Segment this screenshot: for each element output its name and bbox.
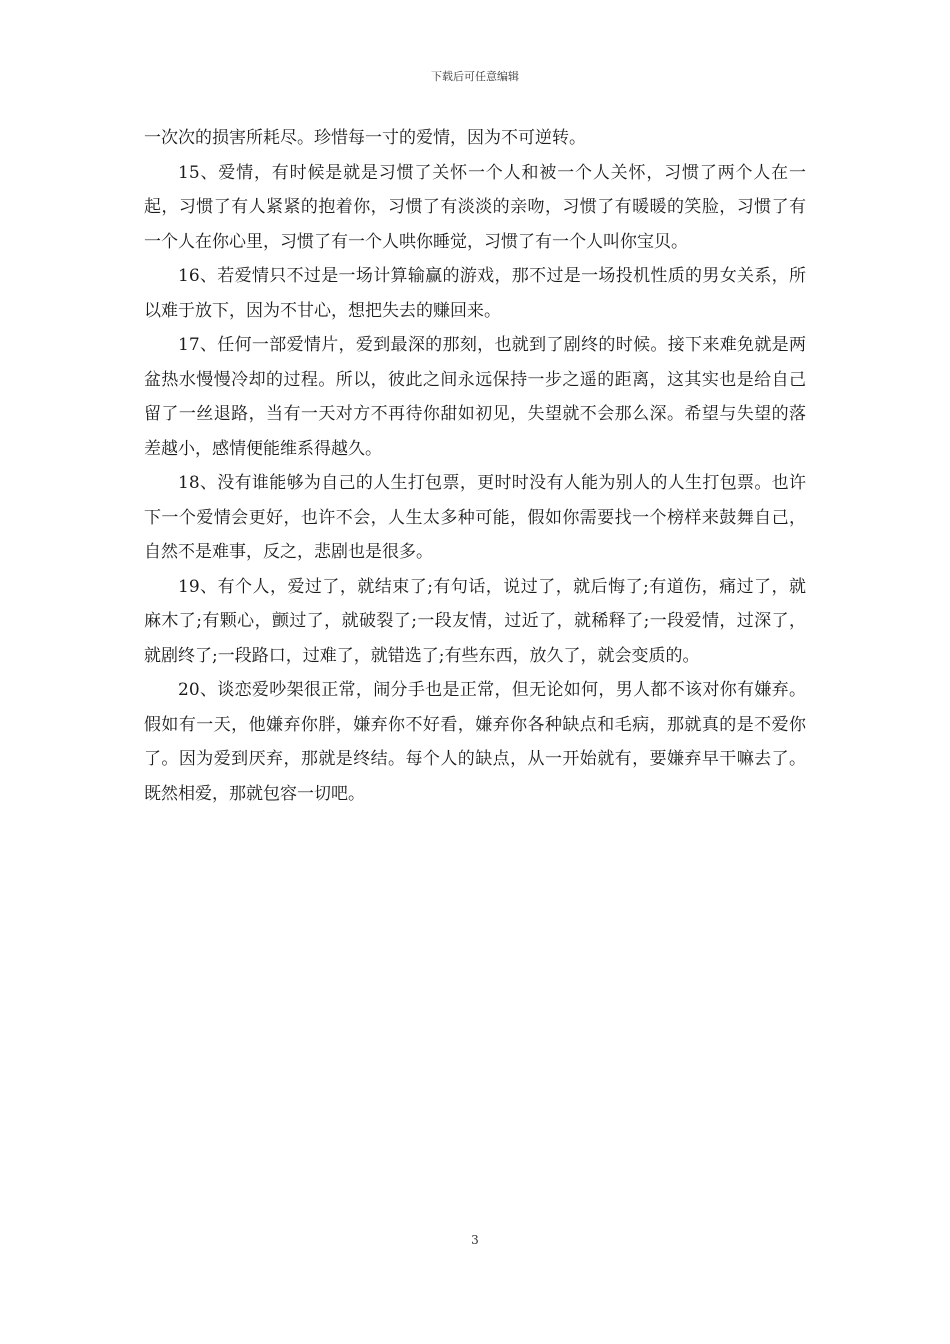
paragraph-16: 16、若爱情只不过是一场计算输赢的游戏，那不过是一场投机性质的男女关系，所以难于放下，因为不甘心，想把失去的赚回来。 <box>144 266 806 321</box>
page-header: 下载后可任意编辑 <box>431 70 519 83</box>
paragraph-18: 18、没有谁能够为自己的人生打包票，更时时没有人能为别人的人生打包票。也许下一个爱情会更好，也许不会，人生太多种可能，假如你需要找一个榜样来鼓舞自己，自然不是难事，反之，悲剧也是很多。 <box>144 473 806 562</box>
paragraph-17: 17、任何一部爱情片，爱到最深的那刻，也就到了剧终的时候。接下来难免就是两盆热水慢慢冷却的过程。所以，彼此之间永远保持一步之遥的距离，这其实也是给自己留了一丝退路，当有一天对方不再待你甜如初见，失望就不会那么深。希望与失望的落差越小，感情便能维系得越久。 <box>144 335 806 459</box>
page-number: 3 <box>471 1233 479 1247</box>
paragraph-20: 20、谈恋爱吵架很正常，闹分手也是正常，但无论如何，男人都不该对你有嫌弃。假如有一天，他嫌弃你胖，嫌弃你不好看，嫌弃你各种缺点和毛病，那就真的是不爱你了。因为爱到厌弃，那就是终结。每个人的缺点，从一开始就有，要嫌弃早干嘛去了。既然相爱，那就包容一切吧。 <box>144 680 806 804</box>
document-body <box>144 121 806 811</box>
paragraph-19: 19、有个人，爱过了，就结束了;有句话，说过了，就后悔了;有道伤，痛过了，就麻木了;有颗心，颤过了，就破裂了;一段友情，过近了，就稀释了;一段爱情，过深了，就剧终了;一段路口，过难了，就错选了;有些东西，放久了，就会变质的。 <box>144 576 806 666</box>
paragraph-15: 15、爱情，有时候是就是习惯了关怀一个人和被一个人关怀，习惯了两个人在一起，习惯了有人紧紧的抱着你，习惯了有淡淡的亲吻，习惯了有暖暖的笑脸，习惯了有一个人在你心里，习惯了有一个人哄你睡觉，习惯了有一个人叫你宝贝。 <box>144 162 806 252</box>
paragraph-continuation: 一次次的损害所耗尽。珍惜每一寸的爱情，因为不可逆转。 <box>144 128 586 148</box>
